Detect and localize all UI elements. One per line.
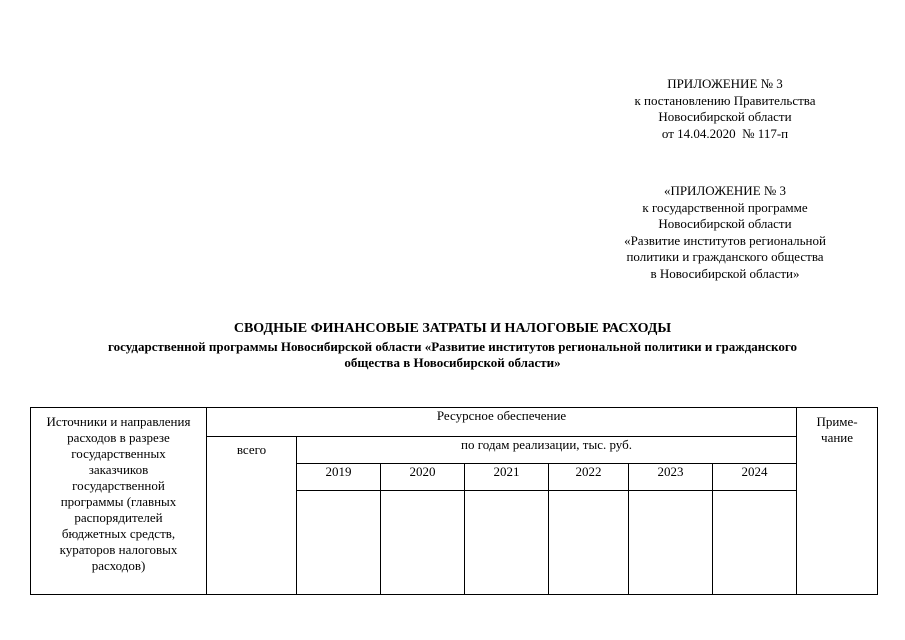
year-cell — [629, 491, 713, 595]
sources-column-header: Источники и направления расходов в разрезе государственных заказчиков государственной программы (главных распорядителей бюджетных средств, кураторов налоговых расходов) — [31, 408, 207, 595]
approval-line: ПРИЛОЖЕНИЕ № 3 — [667, 76, 783, 91]
document-subtitle — [20, 339, 885, 371]
approval-line: политики и гражданского общества — [626, 249, 824, 264]
year-header-2019: 2019 — [297, 464, 381, 491]
resources-header: Ресурсное обеспечение — [207, 408, 797, 437]
approval-line: «ПРИЛОЖЕНИЕ № 3 — [663, 183, 787, 198]
total-column-header: всего — [207, 437, 297, 595]
year-cell — [381, 491, 465, 595]
year-header-2021: 2021 — [465, 464, 549, 491]
year-header-2020: 2020 — [381, 464, 465, 491]
approval-line: «Развитие институтов региональной — [624, 232, 826, 248]
approval-line: в Новосибирской области» — [650, 265, 800, 281]
approval-line: Новосибирской области — [658, 216, 792, 231]
year-cell — [549, 491, 629, 595]
approval-stamp-program — [590, 183, 860, 282]
approval-line: к постановлению Правительства — [634, 92, 816, 108]
financial-costs-table — [30, 407, 878, 595]
year-cell — [713, 491, 797, 595]
year-header-2024: 2024 — [713, 464, 797, 491]
subtitle-line: общества в Новосибирской области» — [344, 355, 561, 370]
year-header-2023: 2023 — [629, 464, 713, 491]
document-title: СВОДНЫЕ ФИНАНСОВЫЕ ЗАТРАТЫ И НАЛОГОВЫЕ РАСХОДЫ — [233, 321, 672, 336]
year-cell — [465, 491, 549, 595]
year-header-2022: 2022 — [549, 464, 629, 491]
by-years-header: по годам реализации, тыс. руб. — [297, 437, 797, 464]
approval-line: от 14.04.2020 № 117-п — [661, 125, 789, 141]
approval-line: Новосибирской области — [658, 109, 792, 124]
subtitle-line: государственной программы Новосибирской области «Развитие институтов региональной политики и гражданского — [108, 339, 797, 354]
year-cell — [297, 491, 381, 595]
approval-line: к государственной программе — [642, 199, 808, 215]
note-column-header: Приме- чание — [797, 408, 878, 595]
approval-stamp-resolution — [590, 76, 860, 142]
